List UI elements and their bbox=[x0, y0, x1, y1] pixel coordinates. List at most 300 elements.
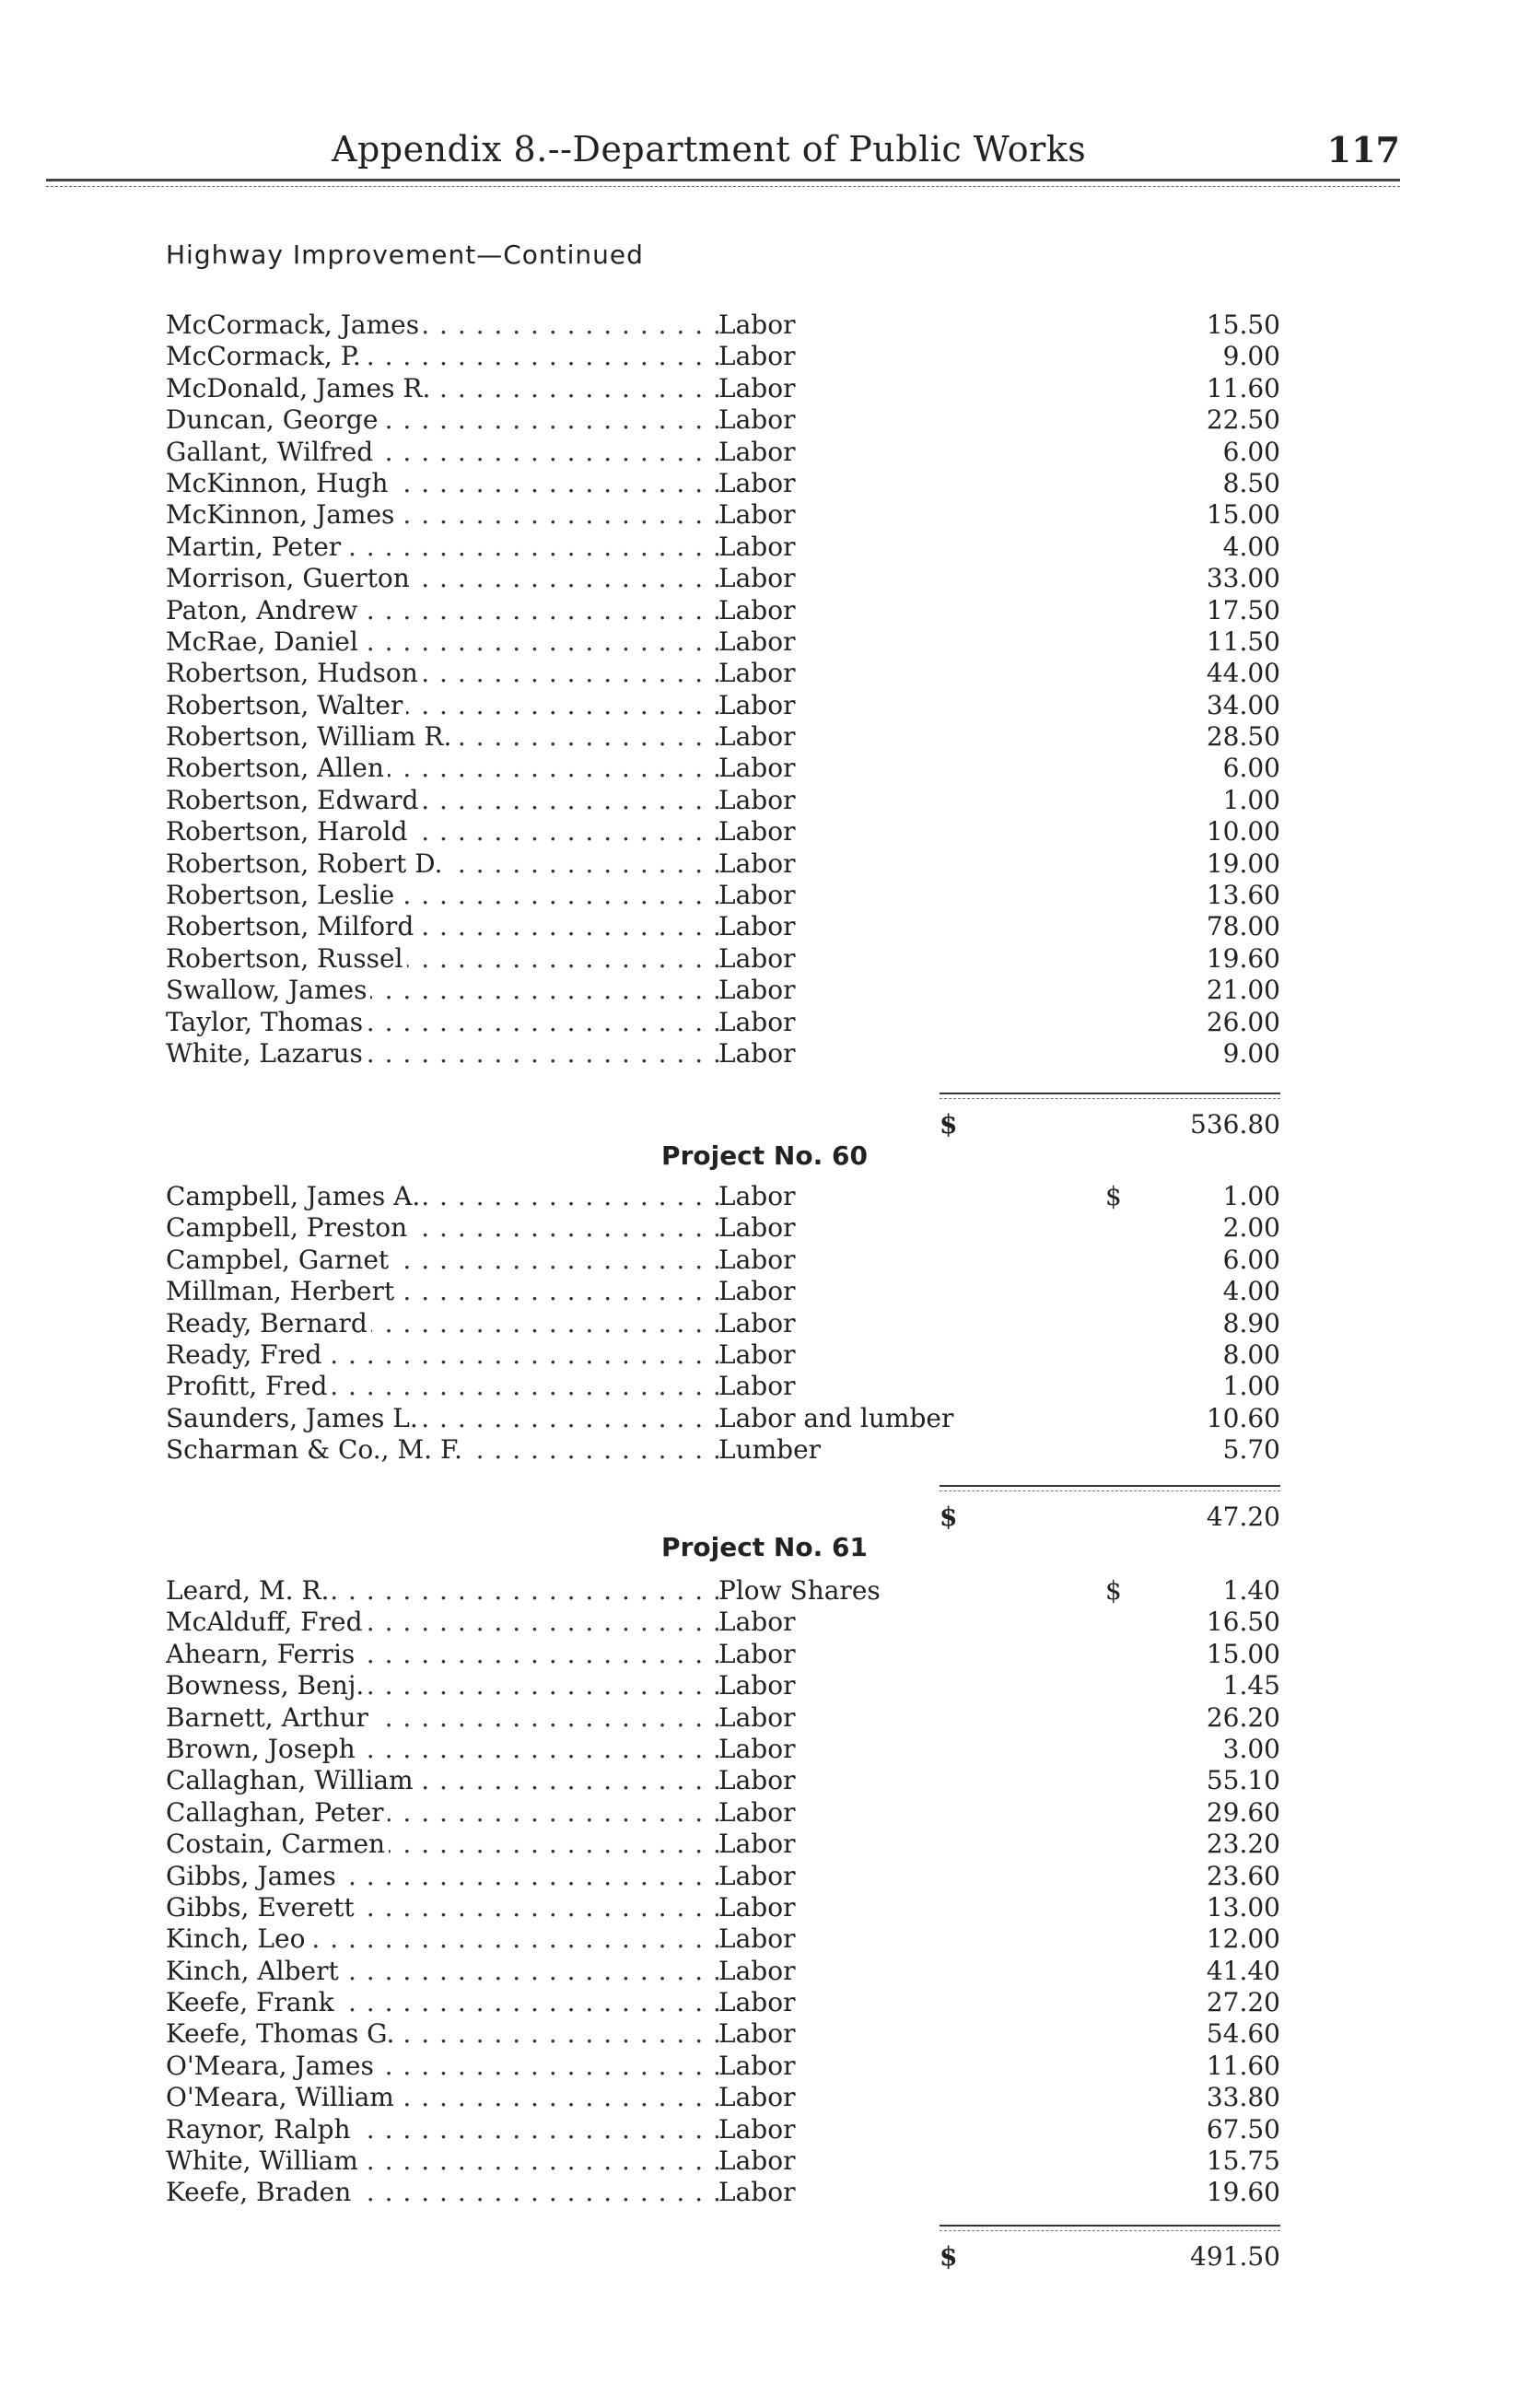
payee-name-text: Raynor, Ralph bbox=[166, 2114, 355, 2145]
ledger-row bbox=[166, 1308, 1280, 1339]
ledger-row bbox=[166, 1956, 1280, 1987]
group-total bbox=[940, 1093, 1280, 1148]
ledger-row bbox=[166, 1765, 1280, 1796]
item-description-text: Labor bbox=[718, 1987, 800, 2017]
payee-name bbox=[166, 1434, 718, 1466]
amount: 23.60 bbox=[1206, 1860, 1280, 1891]
payee-name-text: Bowness, Benj. bbox=[166, 1670, 368, 1701]
payee-name bbox=[166, 1797, 718, 1829]
amount: 15.75 bbox=[1206, 2145, 1280, 2177]
item-description bbox=[718, 1987, 1105, 2018]
ledger-row bbox=[166, 2145, 1280, 2177]
item-description-text: Labor bbox=[718, 2145, 800, 2176]
item-description-text: Labor bbox=[718, 341, 800, 371]
item-description-text: Labor bbox=[718, 911, 800, 941]
item-description-text: Labor bbox=[718, 658, 800, 688]
amount: 33.00 bbox=[1206, 563, 1280, 594]
amount: 6.00 bbox=[1222, 436, 1280, 467]
payee-name bbox=[166, 816, 718, 847]
item-description-text: Labor and lumber bbox=[718, 1403, 959, 1433]
payee-name-text: Ready, Bernard bbox=[166, 1308, 371, 1338]
item-description bbox=[718, 310, 1105, 341]
ledger-row bbox=[166, 1339, 1280, 1371]
ledger-row bbox=[166, 1702, 1280, 1734]
payee-name bbox=[166, 2082, 718, 2113]
payee-name-text: Kinch, Leo bbox=[166, 1923, 309, 1954]
ledger-row bbox=[166, 595, 1280, 626]
payee-name-text: Campbel, Garnet bbox=[166, 1245, 392, 1275]
item-description-text: Labor bbox=[718, 373, 800, 403]
item-description bbox=[718, 499, 1105, 531]
amount: 8.50 bbox=[1222, 467, 1280, 498]
ledger-row bbox=[166, 2082, 1280, 2113]
ledger-row bbox=[166, 341, 1280, 372]
item-description bbox=[718, 532, 1105, 563]
ledger-row bbox=[166, 1038, 1280, 1070]
amount: 10.00 bbox=[1206, 816, 1280, 847]
item-description bbox=[718, 595, 1105, 626]
ledger-row bbox=[166, 373, 1280, 404]
payee-name-text: White, Lazarus bbox=[166, 1038, 367, 1069]
payee-name-text: Robertson, Leslie bbox=[166, 880, 398, 910]
ledger-row bbox=[166, 563, 1280, 594]
amount: 1.00 bbox=[1222, 784, 1280, 815]
payee-name-text: Robertson, Hudson bbox=[166, 658, 422, 688]
payee-name-text: McRae, Daniel bbox=[166, 626, 362, 657]
item-description-text: Labor bbox=[718, 1829, 800, 1859]
item-description-text: Labor bbox=[718, 1670, 800, 1701]
item-description-text: Labor bbox=[718, 437, 800, 467]
ledger-row bbox=[166, 1607, 1280, 1638]
item-description-text: Lumber bbox=[718, 1434, 826, 1465]
payee-name-text: O'Meara, William bbox=[166, 2082, 398, 2112]
item-description-text: Labor bbox=[718, 880, 800, 910]
amount: 2.00 bbox=[1222, 1212, 1280, 1244]
payee-name bbox=[166, 437, 718, 468]
item-description bbox=[718, 848, 1105, 880]
ledger-row bbox=[166, 468, 1280, 499]
amount: 23.20 bbox=[1206, 1829, 1280, 1860]
payee-name-text: Gallant, Wilfred bbox=[166, 437, 377, 467]
payee-name-text: Paton, Andrew bbox=[166, 595, 361, 625]
item-description bbox=[718, 563, 1105, 594]
item-description-text: Labor bbox=[718, 310, 800, 340]
item-description-text: Labor bbox=[718, 1276, 800, 1306]
amount: 19.00 bbox=[1206, 847, 1280, 879]
payee-name bbox=[166, 341, 718, 372]
project-heading: Project No. 60 bbox=[661, 1140, 868, 1171]
item-description bbox=[718, 1892, 1105, 1923]
item-description-text: Labor bbox=[718, 2051, 800, 2081]
amount: 19.60 bbox=[1206, 942, 1280, 974]
payee-name-text: Saunders, James L. bbox=[166, 1403, 422, 1433]
ledger-row bbox=[166, 975, 1280, 1006]
payee-name-text: Leard, M. R. bbox=[166, 1575, 333, 1606]
ledger-row bbox=[166, 785, 1280, 816]
payee-name bbox=[166, 721, 718, 753]
payee-name bbox=[166, 1276, 718, 1307]
ledger-row bbox=[166, 1575, 1280, 1607]
section-heading: Highway Improvement—Continued bbox=[166, 240, 644, 270]
item-description-text: Labor bbox=[718, 563, 800, 593]
payee-name-text: Robertson, Robert D. bbox=[166, 848, 446, 879]
payee-name-text: Morrison, Guerton bbox=[166, 563, 414, 593]
ledger-row bbox=[166, 753, 1280, 784]
amount: 11.60 bbox=[1206, 2050, 1280, 2081]
ledger-list bbox=[166, 1181, 1280, 1467]
payee-name-text: Callaghan, William bbox=[166, 1765, 417, 1795]
amount: 1.45 bbox=[1222, 1670, 1280, 1701]
ledger-row bbox=[166, 626, 1280, 658]
item-description-text: Labor bbox=[718, 690, 800, 720]
item-description-text: Labor bbox=[718, 816, 800, 847]
payee-name-text: McKinnon, Hugh bbox=[166, 468, 391, 498]
item-description bbox=[718, 373, 1105, 404]
project-heading: Project No. 61 bbox=[661, 1532, 868, 1562]
payee-name bbox=[166, 1181, 718, 1212]
amount: 11.60 bbox=[1206, 372, 1280, 403]
item-description bbox=[718, 1212, 1105, 1244]
item-description-text: Labor bbox=[718, 848, 800, 879]
payee-name-text: Profitt, Fred bbox=[166, 1371, 331, 1401]
item-description-text: Labor bbox=[718, 2114, 800, 2145]
payee-name bbox=[166, 943, 718, 975]
item-description bbox=[718, 816, 1105, 847]
payee-name bbox=[166, 310, 718, 341]
item-description bbox=[718, 1639, 1105, 1670]
amount: 54.60 bbox=[1206, 2018, 1280, 2050]
amount: 8.90 bbox=[1222, 1307, 1280, 1338]
item-description bbox=[718, 626, 1105, 658]
payee-name bbox=[166, 785, 718, 816]
payee-name bbox=[166, 373, 718, 404]
total-dollar-sign: $ bbox=[940, 1109, 958, 1140]
ledger-row bbox=[166, 404, 1280, 436]
item-description bbox=[718, 2082, 1105, 2113]
item-description bbox=[718, 2018, 1105, 2050]
ledger-row bbox=[166, 2018, 1280, 2050]
item-description bbox=[718, 975, 1105, 1006]
item-description-text: Labor bbox=[718, 1339, 800, 1370]
payee-name bbox=[166, 880, 718, 911]
payee-name-text: Robertson, Milford bbox=[166, 911, 417, 941]
payee-name bbox=[166, 848, 718, 880]
item-description-text: Labor bbox=[718, 1607, 800, 1637]
payee-name-text: Keefe, Braden bbox=[166, 2177, 355, 2207]
amount: 41.40 bbox=[1206, 1955, 1280, 1986]
group-total bbox=[940, 2225, 1280, 2280]
ledger-row bbox=[166, 1371, 1280, 1402]
ledger-row bbox=[166, 1923, 1280, 1955]
payee-name bbox=[166, 1892, 718, 1923]
payee-name bbox=[166, 1956, 718, 1987]
amount: 9.00 bbox=[1222, 1037, 1280, 1069]
item-description-text: Labor bbox=[718, 785, 800, 815]
amount: 1.40 bbox=[1222, 1575, 1280, 1606]
payee-name-text: Robertson, Walter bbox=[166, 690, 406, 720]
payee-name bbox=[166, 658, 718, 689]
item-description-text: Labor bbox=[718, 975, 800, 1005]
payee-name-text: McKinnon, James bbox=[166, 499, 398, 530]
payee-name bbox=[166, 2177, 718, 2208]
item-description bbox=[718, 690, 1105, 721]
amount: 15.50 bbox=[1206, 310, 1280, 340]
payee-name-text: Keefe, Thomas G. bbox=[166, 2018, 398, 2049]
item-description bbox=[718, 404, 1105, 436]
ledger-row bbox=[166, 911, 1280, 942]
payee-name bbox=[166, 1861, 718, 1892]
amount: 28.50 bbox=[1206, 721, 1280, 753]
payee-name bbox=[166, 1371, 718, 1402]
payee-name bbox=[166, 1245, 718, 1276]
item-description bbox=[718, 1371, 1105, 1402]
item-description-text: Plow Shares bbox=[718, 1575, 886, 1606]
payee-name-text: McDonald, James R. bbox=[166, 373, 434, 403]
item-description-text: Labor bbox=[718, 1212, 800, 1243]
ledger-row bbox=[166, 1181, 1280, 1212]
payee-name bbox=[166, 1829, 718, 1860]
ledger-row bbox=[166, 1007, 1280, 1038]
item-description-text: Labor bbox=[718, 1007, 800, 1037]
payee-name bbox=[166, 595, 718, 626]
payee-name bbox=[166, 1007, 718, 1038]
ledger-row bbox=[166, 532, 1280, 563]
item-description-text: Labor bbox=[718, 721, 800, 752]
amount: 11.50 bbox=[1206, 625, 1280, 657]
item-description-text: Labor bbox=[718, 1797, 800, 1828]
item-description-text: Labor bbox=[718, 468, 800, 498]
total-rule-secondary bbox=[940, 2230, 1280, 2231]
amount: 1.00 bbox=[1222, 1181, 1280, 1211]
ledger-row bbox=[166, 1734, 1280, 1765]
dollar-sign: $ bbox=[1105, 1575, 1122, 1606]
item-description bbox=[718, 1607, 1105, 1638]
page-title: Appendix 8.--Department of Public Works bbox=[332, 129, 1087, 169]
item-description bbox=[718, 1670, 1105, 1701]
item-description bbox=[718, 1276, 1105, 1307]
item-description-text: Labor bbox=[718, 499, 800, 530]
ledger-row bbox=[166, 1861, 1280, 1892]
total-amount: 536.80 bbox=[1190, 1109, 1280, 1140]
payee-name bbox=[166, 1670, 718, 1701]
ledger-row bbox=[166, 1892, 1280, 1923]
payee-name-text: Robertson, William R. bbox=[166, 721, 455, 752]
amount: 10.60 bbox=[1206, 1402, 1280, 1433]
ledger-list bbox=[166, 1575, 1280, 2209]
amount: 33.80 bbox=[1206, 2082, 1280, 2113]
item-description-text: Labor bbox=[718, 1371, 800, 1401]
item-description-text: Labor bbox=[718, 1892, 800, 1923]
payee-name bbox=[166, 468, 718, 499]
item-description bbox=[718, 2114, 1105, 2145]
payee-name-text: Martin, Peter bbox=[166, 532, 344, 562]
payee-name-text: Robertson, Edward bbox=[166, 785, 422, 815]
item-description bbox=[718, 2177, 1105, 2208]
item-description bbox=[718, 1403, 1105, 1434]
payee-name bbox=[166, 690, 718, 721]
payee-name-text: O'Meara, James bbox=[166, 2051, 378, 2081]
total-rule bbox=[940, 1485, 1280, 1487]
payee-name bbox=[166, 499, 718, 531]
ledger-row bbox=[166, 310, 1280, 341]
ledger-row bbox=[166, 2114, 1280, 2145]
item-description bbox=[718, 658, 1105, 689]
amount: 26.00 bbox=[1206, 1006, 1280, 1037]
item-description bbox=[718, 1861, 1105, 1892]
item-description bbox=[718, 1339, 1105, 1371]
payee-name bbox=[166, 1987, 718, 2018]
item-description-text: Labor bbox=[718, 1702, 800, 1733]
payee-name bbox=[166, 1403, 718, 1434]
item-description bbox=[718, 468, 1105, 499]
amount: 4.00 bbox=[1222, 531, 1280, 562]
item-description bbox=[718, 785, 1105, 816]
item-description-text: Labor bbox=[718, 1639, 800, 1669]
payee-name-text: Duncan, George bbox=[166, 404, 381, 435]
item-description-text: Labor bbox=[718, 2018, 800, 2049]
ledger-row bbox=[166, 1276, 1280, 1307]
amount: 1.00 bbox=[1222, 1371, 1280, 1402]
payee-name bbox=[166, 404, 718, 436]
amount: 15.00 bbox=[1206, 1638, 1280, 1669]
amount: 13.60 bbox=[1206, 880, 1280, 911]
total-rule-secondary bbox=[940, 1098, 1280, 1099]
payee-name bbox=[166, 1734, 718, 1765]
payee-name-text: Swallow, James bbox=[166, 975, 370, 1005]
payee-name-text: Ready, Fred bbox=[166, 1339, 325, 1370]
item-description-text: Labor bbox=[718, 1308, 800, 1338]
item-description bbox=[718, 880, 1105, 911]
amount: 29.60 bbox=[1206, 1796, 1280, 1828]
ledger-row bbox=[166, 721, 1280, 753]
payee-name-text: McCormack, P. bbox=[166, 341, 365, 371]
item-description-text: Labor bbox=[718, 1734, 800, 1764]
ledger-row bbox=[166, 499, 1280, 531]
amount: 12.00 bbox=[1206, 1923, 1280, 1955]
total-amount: 47.20 bbox=[1206, 1502, 1280, 1532]
payee-name bbox=[166, 1038, 718, 1070]
payee-name bbox=[166, 2018, 718, 2050]
item-description bbox=[718, 753, 1105, 784]
amount: 67.50 bbox=[1206, 2113, 1280, 2145]
amount: 27.20 bbox=[1206, 1987, 1280, 2018]
item-description bbox=[718, 1797, 1105, 1829]
item-description-text: Labor bbox=[718, 1765, 800, 1795]
amount: 15.00 bbox=[1206, 499, 1280, 531]
payee-name-text: Brown, Joseph bbox=[166, 1734, 359, 1764]
payee-name-text: Robertson, Harold bbox=[166, 816, 411, 847]
item-description bbox=[718, 1038, 1105, 1070]
ledger-row bbox=[166, 1829, 1280, 1860]
item-description bbox=[718, 943, 1105, 975]
ledger-row bbox=[166, 1797, 1280, 1829]
payee-name-text: Callaghan, Peter bbox=[166, 1797, 388, 1828]
amount: 26.20 bbox=[1206, 1701, 1280, 1733]
amount: 34.00 bbox=[1206, 689, 1280, 720]
amount: 6.00 bbox=[1222, 753, 1280, 784]
payee-name bbox=[166, 563, 718, 594]
ledger-row bbox=[166, 1403, 1280, 1434]
payee-name-text: Robertson, Allen bbox=[166, 753, 388, 783]
payee-name bbox=[166, 1702, 718, 1734]
ledger-row bbox=[166, 848, 1280, 880]
item-description bbox=[718, 1702, 1105, 1734]
payee-name-text: McAlduff, Fred bbox=[166, 1607, 367, 1637]
amount: 55.10 bbox=[1206, 1765, 1280, 1796]
item-description bbox=[718, 721, 1105, 753]
item-description bbox=[718, 1007, 1105, 1038]
payee-name bbox=[166, 1639, 718, 1670]
item-description-text: Labor bbox=[718, 532, 800, 562]
item-description-text: Labor bbox=[718, 1181, 800, 1211]
ledger-row bbox=[166, 1245, 1280, 1276]
ledger-row bbox=[166, 2177, 1280, 2208]
payee-name bbox=[166, 2114, 718, 2145]
item-description-text: Labor bbox=[718, 1245, 800, 1275]
item-description-text: Labor bbox=[718, 753, 800, 783]
item-description bbox=[718, 1829, 1105, 1860]
item-description bbox=[718, 1245, 1105, 1276]
amount: 44.00 bbox=[1206, 658, 1280, 689]
payee-name-text: Costain, Carmen bbox=[166, 1829, 389, 1859]
payee-name bbox=[166, 626, 718, 658]
item-description-text: Labor bbox=[718, 2177, 800, 2207]
item-description-text: Labor bbox=[718, 1038, 800, 1069]
payee-name bbox=[166, 1339, 718, 1371]
payee-name-text: Millman, Herbert bbox=[166, 1276, 398, 1306]
item-description-text: Labor bbox=[718, 1956, 800, 1986]
payee-name bbox=[166, 2051, 718, 2082]
ledger-row bbox=[166, 1670, 1280, 1701]
ledger-row bbox=[166, 690, 1280, 721]
item-description-text: Labor bbox=[718, 595, 800, 625]
ledger-row bbox=[166, 1987, 1280, 2018]
payee-name bbox=[166, 532, 718, 563]
amount: 8.00 bbox=[1222, 1338, 1280, 1370]
total-amount: 491.50 bbox=[1190, 2241, 1280, 2272]
item-description-text: Labor bbox=[718, 943, 800, 974]
item-description bbox=[718, 1434, 1105, 1466]
payee-name bbox=[166, 2145, 718, 2177]
item-description-text: Labor bbox=[718, 626, 800, 657]
payee-name-text: Taylor, Thomas bbox=[166, 1007, 367, 1037]
item-description bbox=[718, 2051, 1105, 2082]
item-description bbox=[718, 1734, 1105, 1765]
payee-name-text: Gibbs, Everett bbox=[166, 1892, 358, 1923]
payee-name-text: White, William bbox=[166, 2145, 362, 2176]
payee-name-text: Ahearn, Ferris bbox=[166, 1639, 358, 1669]
ledger-row bbox=[166, 658, 1280, 689]
total-dollar-sign: $ bbox=[940, 2241, 958, 2272]
ledger-row bbox=[166, 1639, 1280, 1670]
payee-name bbox=[166, 1923, 718, 1955]
total-rule bbox=[940, 1093, 1280, 1094]
item-description bbox=[718, 2145, 1105, 2177]
amount: 5.70 bbox=[1222, 1434, 1280, 1466]
payee-name bbox=[166, 1575, 718, 1607]
payee-name-text: Kinch, Albert bbox=[166, 1956, 343, 1986]
amount: 17.50 bbox=[1206, 594, 1280, 625]
payee-name bbox=[166, 1308, 718, 1339]
payee-name-text: McCormack, James bbox=[166, 310, 423, 340]
payee-name-text: Campbell, James A. bbox=[166, 1181, 424, 1211]
item-description-text: Labor bbox=[718, 1923, 800, 1954]
header-rule bbox=[46, 179, 1400, 181]
item-description-text: Labor bbox=[718, 2082, 800, 2112]
amount: 16.50 bbox=[1206, 1607, 1280, 1638]
item-description bbox=[718, 1308, 1105, 1339]
header-rule-secondary bbox=[46, 186, 1400, 187]
